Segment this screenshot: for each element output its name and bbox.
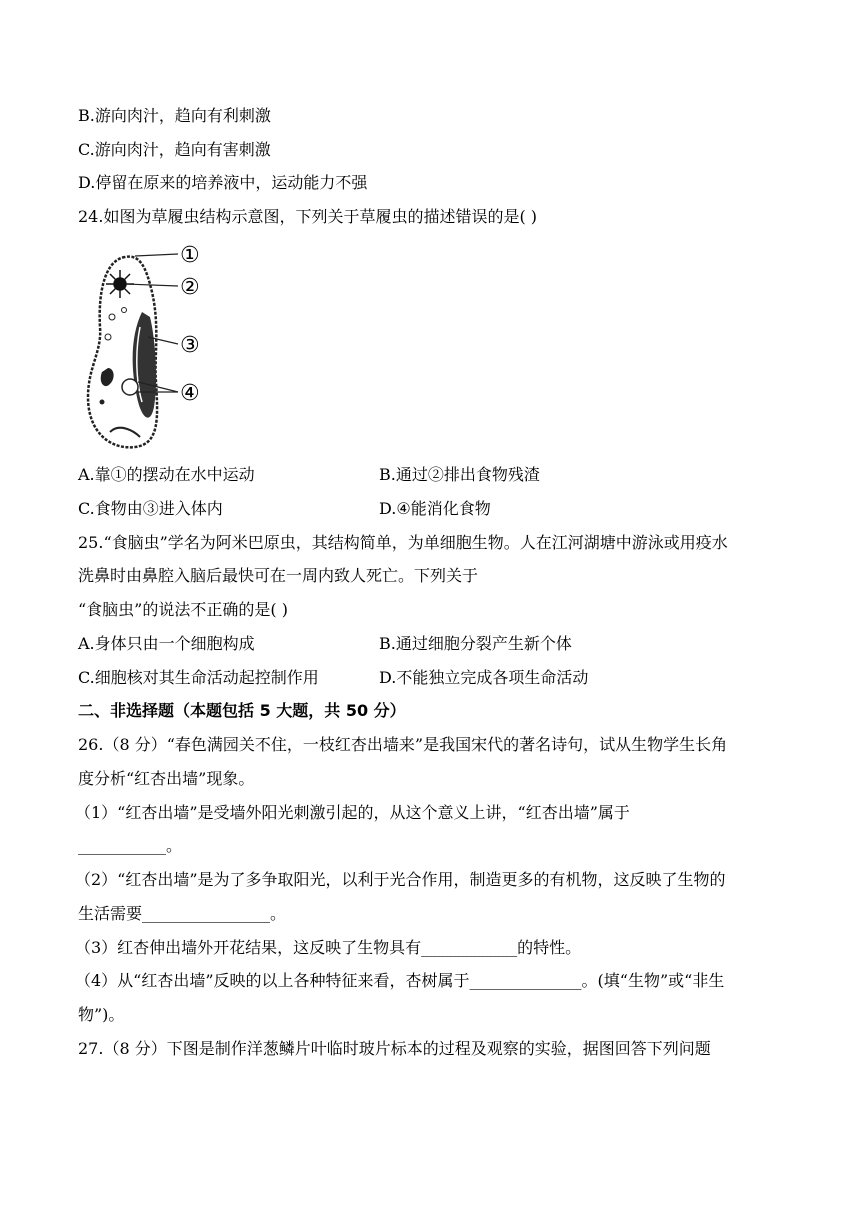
figure-label-2: ② (180, 275, 200, 300)
q24-option-a: A.靠①的摆动在水中运动 (78, 465, 255, 484)
q26-sub4-line1: （4）从“红杏出墙”反映的以上各种特征来看，杏树属于______________。(填“生物”或“非生 (75, 971, 725, 990)
q24-option-d: D.④能消化食物 (379, 499, 491, 518)
q26-sub4-line2: 物”)。 (78, 1005, 125, 1024)
q25-option-b: B.通过细胞分裂产生新个体 (379, 634, 572, 653)
q24-stem: 24.如图为草履虫结构示意图，下列关于草履虫的描述错误的是( ) (78, 207, 538, 226)
q25-stem-line1: 25.“食脑虫”学名为阿米巴原虫，其结构简单，为单细胞生物。人在江河湖塘中游泳或用疫水 (78, 533, 728, 552)
q26-sub1-line1: （1）“红杏出墙”是受墙外阳光刺激引起的，从这个意义上讲，“红杏出墙”属于 (75, 803, 630, 822)
q26-sub1-line2: ___________。 (78, 836, 183, 855)
q26-sub3: （3）红杏伸出墙外开花结果，这反映了生物具有____________的特性。 (75, 938, 582, 957)
q27-stem: 27.（8 分）下图是制作洋葱鳞片叶临时玻片标本的过程及观察的实验，据图回答下列问题 (78, 1039, 711, 1058)
figure-label-3: ③ (180, 333, 200, 358)
q24-option-b: B.通过②排出食物残渣 (379, 465, 540, 484)
q23-option-d: D.停留在原来的培养液中，运动能力不强 (78, 173, 368, 192)
q26-stem-line1: 26.（8 分）“春色满园关不住，一枝红杏出墙来”是我国宋代的著名诗句，试从生物学生长角 (78, 735, 728, 754)
q25-stem-line2: 洗鼻时由鼻腔入脑后最快可在一周内致人死亡。下列关于 (78, 566, 479, 585)
q26-sub2-line1: （2）“红杏出墙”是为了多争取阳光，以利于光合作用，制造更多的有机物，这反映了生物的 (75, 870, 726, 889)
figure-label-1: ① (180, 243, 200, 268)
q25-option-c: C.细胞核对其生命活动起控制作用 (78, 668, 319, 687)
q25-option-d: D.不能独立完成各项生命活动 (379, 668, 589, 687)
q23-option-c: C.游向肉汁，趋向有害刺激 (78, 140, 271, 159)
q26-stem-line2: 度分析“红杏出墙”现象。 (78, 769, 255, 788)
q23-option-b: B.游向肉汁，趋向有利刺激 (78, 106, 271, 125)
paramecium-diagram (80, 232, 220, 452)
q26-sub2-line2: 生活需要________________。 (78, 904, 287, 923)
q24-option-c: C.食物由③进入体内 (78, 499, 223, 518)
section2-title: 二、非选择题（本题包括 5 大题，共 50 分） (78, 701, 406, 720)
q25-stem-line3: “食脑虫”的说法不正确的是( ) (78, 600, 288, 619)
figure-label-4: ④ (180, 381, 200, 406)
q25-option-a: A.身体只由一个细胞构成 (78, 634, 255, 653)
